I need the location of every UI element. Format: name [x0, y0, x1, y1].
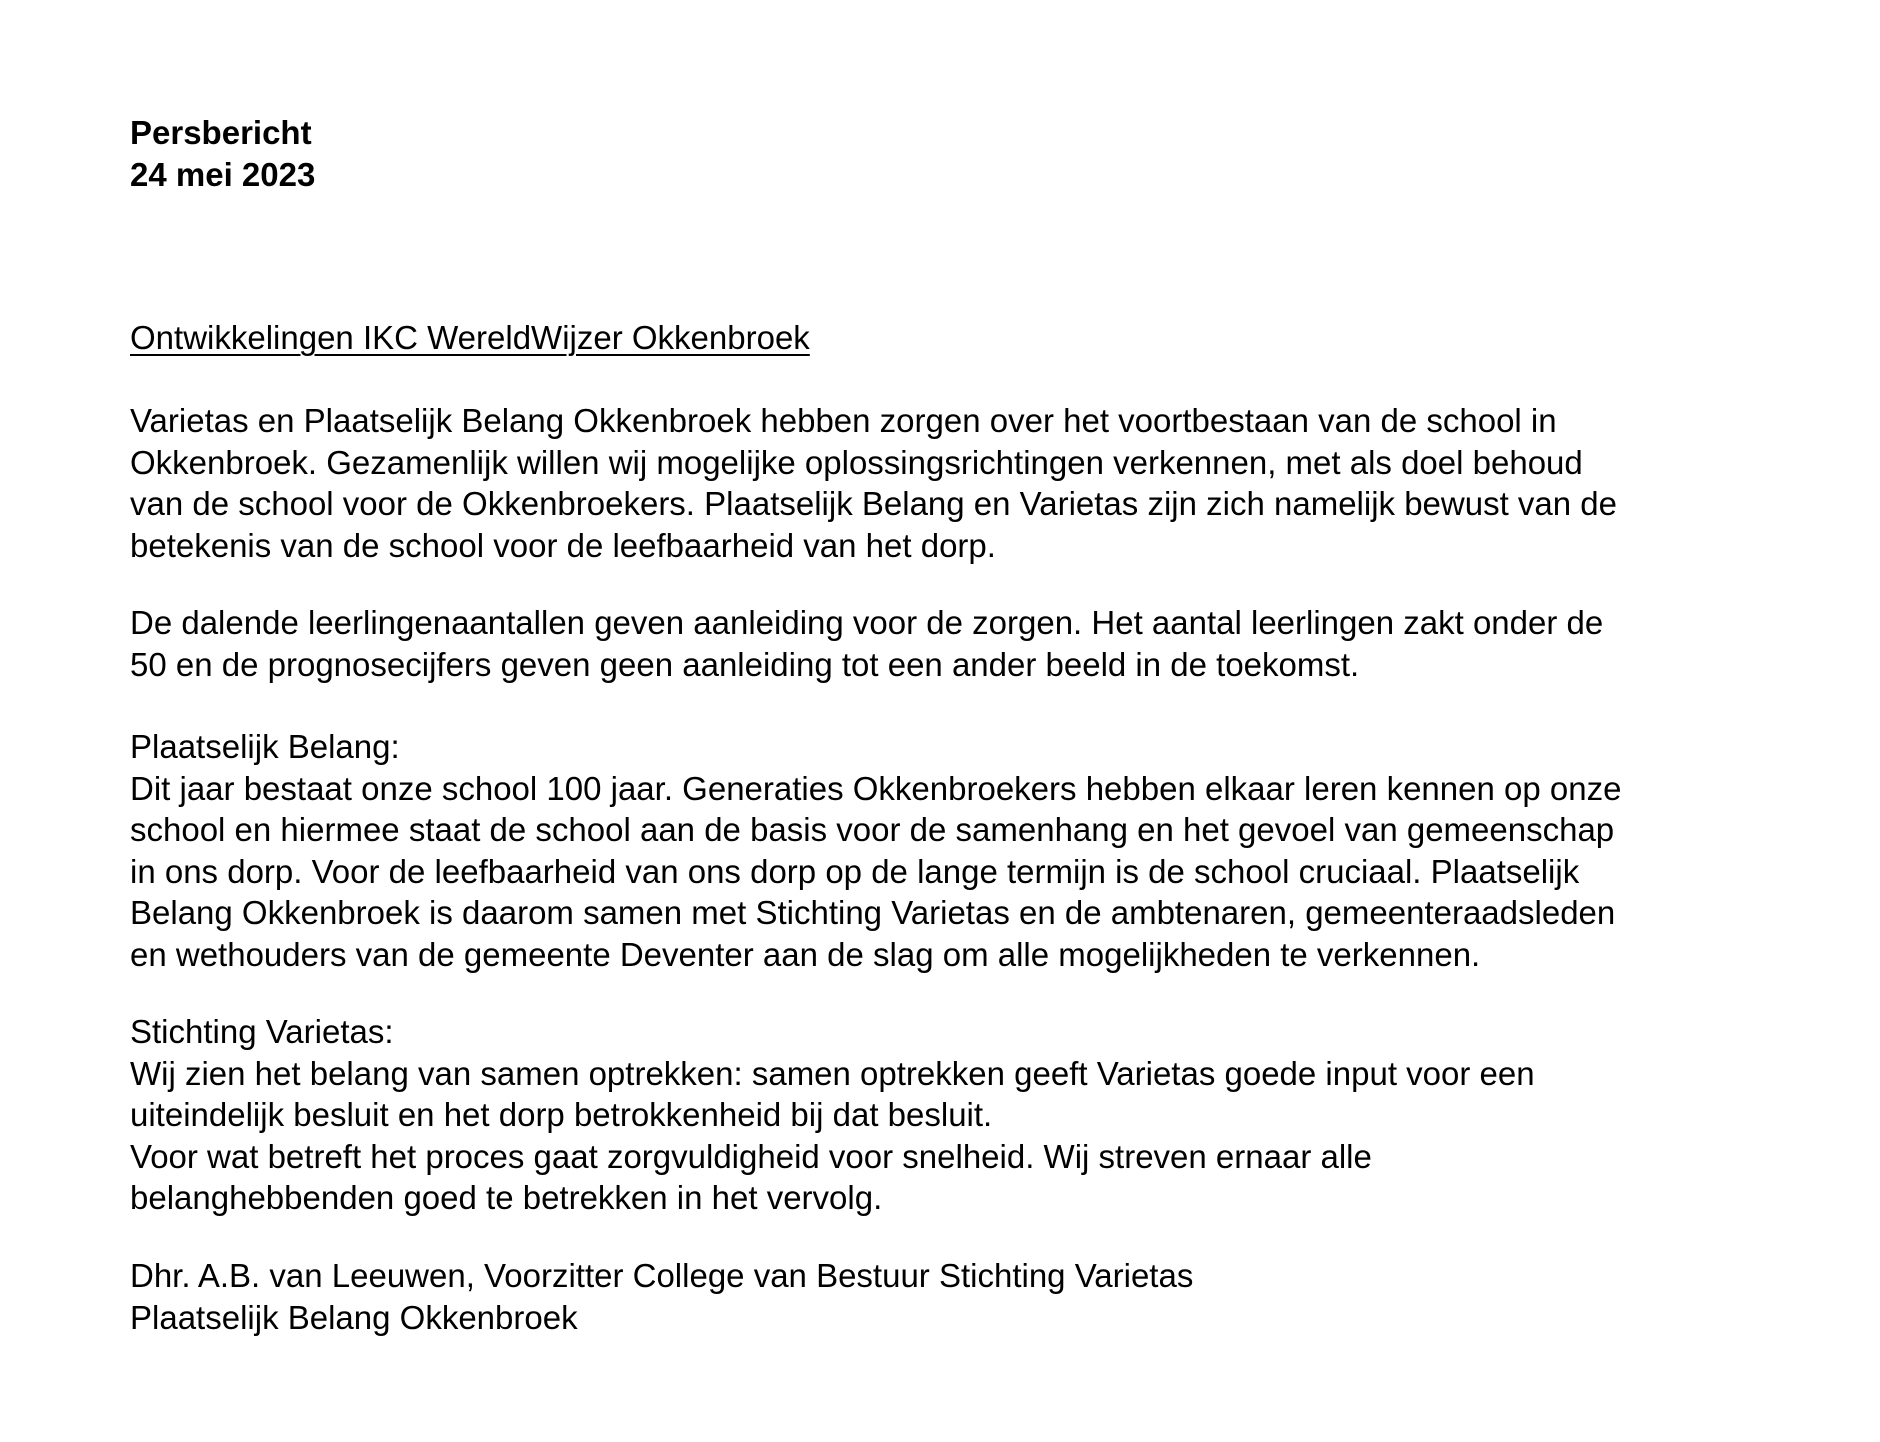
text-line: Wij zien het belang van samen optrekken: samen optrekken geeft Varietas goede input voor een — [130, 1054, 1535, 1092]
document-page — [130, 112, 1830, 1336]
paragraph-stichting-varietas — [130, 1011, 1830, 1219]
document-title: Ontwikkelingen IKC WereldWijzer Okkenbroek — [130, 319, 810, 356]
section-heading: Plaatselijk Belang: — [130, 728, 400, 765]
text-line: Belang Okkenbroek is daarom samen met Stichting Varietas en de ambtenaren, gemeenteraadsleden — [130, 894, 1616, 931]
text-line: Voor wat betreft het proces gaat zorgvuldigheid voor snelheid. Wij streven ernaar alle — [130, 1137, 1372, 1175]
text-line: Dit jaar bestaat onze school 100 jaar. Generaties Okkenbroekers hebben elkaar leren kennen op onze — [130, 769, 1622, 807]
document-date: 24 mei 2023 — [130, 156, 316, 193]
text-line: school en hiermee staat de school aan de basis voor de samenhang en het gevoel van gemeenschap — [130, 811, 1615, 848]
text-line: van de school voor de Okkenbroekers. Plaatselijk Belang en Varietas zijn zich namelijk bewust van de — [130, 485, 1618, 522]
signature-line: Plaatselijk Belang Okkenbroek — [130, 1298, 578, 1336]
paragraph-student-numbers — [130, 602, 1830, 685]
text-line: uiteindelijk besluit en het dorp betrokkenheid bij dat besluit. — [130, 1096, 993, 1133]
text-line: betekenis van de school voor de leefbaarheid van het dorp. — [130, 526, 996, 564]
text-line: belanghebbenden goed te betrekken in het vervolg. — [130, 1179, 883, 1216]
paragraph-plaatselijk-belang — [130, 726, 1830, 975]
section-heading: Stichting Varietas: — [130, 1013, 394, 1050]
document-type-label: Persbericht — [130, 114, 312, 151]
text-line: Varietas en Plaatselijk Belang Okkenbroek hebben zorgen over het voortbestaan van de school in — [130, 402, 1557, 439]
paragraph-intro — [130, 400, 1830, 566]
signature-block — [130, 1255, 1830, 1338]
text-line: De dalende leerlingenaantallen geven aanleiding voor de zorgen. Het aantal leerlingen zakt onder de — [130, 604, 1604, 641]
text-line: en wethouders van de gemeente Deventer aan de slag om alle mogelijkheden te verkennen. — [130, 935, 1481, 973]
text-line: 50 en de prognosecijfers geven geen aanleiding tot een ander beeld in de toekomst. — [130, 645, 1360, 683]
text-line: in ons dorp. Voor de leefbaarheid van ons dorp op de lange termijn is de school cruciaal. Plaatselijk — [130, 852, 1580, 890]
signature-line: Dhr. A.B. van Leeuwen, Voorzitter College van Bestuur Stichting Varietas — [130, 1257, 1194, 1294]
text-line: Okkenbroek. Gezamenlijk willen wij mogelijke oplossingsrichtingen verkennen, met als doel behoud — [130, 443, 1583, 481]
